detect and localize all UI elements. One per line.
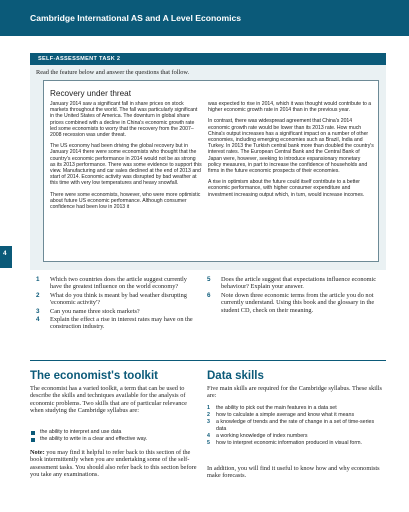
skill-text: how to calculate a simple average and know what it means <box>216 412 355 419</box>
question-text: Explain the effect a rise in interest rates may have on the construction industry. <box>50 316 193 331</box>
feature-paragraph: was expected to rise in 2014, which it was thought would contribute to a higher economic growth rate in 2014 than in the previous year. <box>208 101 372 114</box>
question-item <box>207 292 377 314</box>
question-number: 3 <box>36 307 40 315</box>
book-title: Cambridge International AS and A Level Economics <box>30 13 242 23</box>
question-item <box>36 308 198 315</box>
toolkit-note <box>30 449 202 478</box>
data-skills-intro: Five main skills are required for the Cambridge syllabus. These skills are: <box>207 385 382 400</box>
skill-text: the ability to pick out the main features in a data set <box>216 405 337 411</box>
bullet-item <box>30 429 202 436</box>
skill-item <box>207 405 385 412</box>
bullet-item <box>30 436 202 443</box>
skill-number: 5 <box>207 439 210 446</box>
question-text: What do you think is meant by bad weather disrupting 'economic activity'? <box>50 291 187 307</box>
question-text: Note down three economic terms from the article you do not currently understand. Using this book and the glossary in the student CD, check on their meaning. <box>221 291 375 314</box>
skill-text: how to interpret economic information produced in visual form. <box>216 439 363 446</box>
feature-paragraph: The US economy had been driving the global recovery but in January 2014 there were some economists who thought that the country's economic performance in 2014 would not be as strong as its 2013 performance. There was some evidence to support this view. Manufacturing and car sales declined at the end of 2013 and start of 2014. Economic activity was disrupted by bad weather at this time with very low temperatures and heavy snowfall. <box>50 143 202 187</box>
question-number: 4 <box>36 316 40 324</box>
data-skills-heading: Data skills <box>207 370 264 382</box>
toolkit-heading: The economist's toolkit <box>30 370 158 382</box>
question-item <box>36 316 198 331</box>
toolkit-bullet-list <box>30 429 202 444</box>
bullet-text: the ability to interpret and use data <box>40 429 122 435</box>
questions-left <box>36 276 198 332</box>
question-number: 5 <box>207 276 211 283</box>
note-text: you may find it helpful to refer back to this section of the book intermittently when you are undertaking some of the self-assessment tasks. You should also refer back to this section before you take any examinations. <box>30 449 197 478</box>
skill-item <box>207 412 385 419</box>
skill-number: 4 <box>207 432 210 439</box>
note-label: Note: <box>30 449 45 456</box>
toolkit-body: The economist has a varied toolkit, a term that can be used to describe the skills and techniques available for the analysis of economic problems. Two skills that are of particular relevance when studying the Cambridge syllabus are: <box>30 385 187 414</box>
feature-paragraph: January 2014 saw a significant fall in share prices on stock markets throughout the world. The fall was particularly significant in the United States of America. The downturn in global share prices combined with a decline in China's economic growth rate led some economists to worry that the recovery from the 2007–2008 recession was under threat. <box>50 101 198 139</box>
page-number: 4 <box>3 250 7 257</box>
question-number: 1 <box>36 276 40 283</box>
feature-column-left <box>50 101 202 215</box>
skill-item <box>207 433 385 440</box>
feature-paragraph: There were some economists, however, who were more optimistic about future US economic performance. Although consumer confidence had been low in 2013 it <box>50 191 201 211</box>
skill-item <box>207 440 385 447</box>
feature-title: Recovery under threat <box>50 89 132 98</box>
question-text: Does the article suggest that expectations influence economic behaviour? Explain your answer. <box>221 276 377 291</box>
skill-number: 1 <box>207 405 210 411</box>
data-skills-closing: In addition, you will find it useful to know how and why economists make forecasts. <box>207 465 380 480</box>
question-item <box>207 276 377 291</box>
question-item <box>36 292 198 307</box>
section-divider <box>30 360 386 361</box>
skill-number: 2 <box>207 412 210 419</box>
skill-number: 3 <box>207 419 210 426</box>
feature-paragraph: A rise in optimism about the future could itself contribute to a better economic performance, with higher consumer expenditure and investment increasing output which, in turn, would increase incomes. <box>208 179 365 198</box>
feature-paragraph: In contrast, there was widespread agreement that China's 2014 economic growth rate would be lower than its 2013 rate. How much China's output increases has a significant impact on a number of other economies, including emerging economies such as Brazil, India and Turkey. In 2013 the Turkish central bank more than doubled the country's interest rates. The European Central Bank and the Central Bank of Japan were, however, seeking to introduce expansionary monetary policy measures, in part to increase the confidence of households and firms in the future economic prospects of their economies. <box>208 118 374 175</box>
questions-right <box>207 276 377 315</box>
skill-text: a working knowledge of index numbers <box>216 432 308 439</box>
question-number: 6 <box>207 291 211 299</box>
feature-column-right <box>208 101 374 203</box>
question-text: Can you name three stock markets? <box>50 307 140 315</box>
skill-text: a knowledge of trends and the rate of change in a set of time-series data <box>216 419 375 432</box>
skill-item <box>207 419 385 432</box>
question-item <box>36 276 198 291</box>
task-instructions: Read the feature below and answer the questions that follow. <box>36 69 190 76</box>
data-skills-list <box>207 405 385 447</box>
question-text: Which two countries does the article suggest currently have the greatest influence on the world economy? <box>50 276 187 291</box>
bullet-square-icon <box>31 431 35 435</box>
bullet-text: the ability to write in a clear and effective way. <box>40 436 148 443</box>
task-label: SELF-ASSESSMENT TASK 2 <box>38 56 121 62</box>
question-number: 2 <box>36 291 40 299</box>
bullet-square-icon <box>31 438 35 442</box>
